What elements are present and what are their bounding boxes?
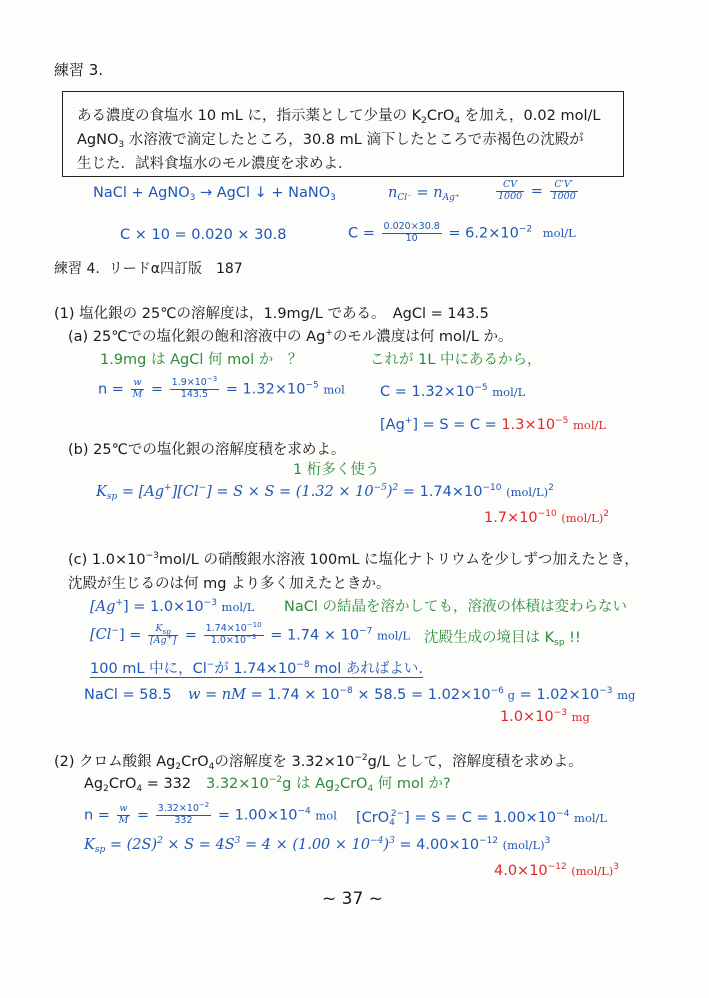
p1-qa: (a) 25℃での塩化銀の飽和溶液中の Ag+のモル濃度は何 mol/L か。 xyxy=(68,328,513,345)
problem-line-3: 生じた．試料食塩水のモル濃度を求めよ． xyxy=(77,156,353,172)
ex3-heading: 練習 3. xyxy=(54,61,104,79)
p1-qc-line2: 沈殿が生じるのは何 mg より多く加えたときか。 xyxy=(68,576,391,592)
page-number: ~ 37 ~ xyxy=(322,889,383,909)
p1c-ag: $[Ag^+] = 1.0\times 10^{-3}$ mol/L xyxy=(90,598,255,615)
p1-conc: $C = 1.32\times 10^{-5}$ mol/L xyxy=(380,383,526,400)
p2-cro4-conc: $[CrO_4^{2-}] = S = C = 1.00\times 10^{-4}$ mol/L xyxy=(356,809,608,828)
p1c-mass-answer: $1.0\times 10^{-3}$ mg xyxy=(500,708,590,725)
p1-mole-calc: n = $\frac{w}{M}$ = $\frac{1.9\times 10^{-3}}{143.5}$ = $1.32\times 10^{-5}$ mol xyxy=(98,375,345,400)
cv-relation: $\frac{CV}{1000}$ = $\frac{C'V'}{1000}$ xyxy=(498,179,576,202)
p2-note: $3.32\times 10^{-2}g$ は $Ag_2CrO_4$ 何 mol か? xyxy=(206,775,451,794)
p1-qb: (b) 25℃での塩化銀の溶解度積を求めよ。 xyxy=(68,442,346,458)
mole-relation: $n_{Cl^-} = n_{Ag^+}$ xyxy=(388,185,460,203)
p1c-cl-calc: [Cl−] = $\frac{K_{sp}}{[Ag^+]}$ = $\frac{1.74\times 10^{-10}}{1.0\times 10^{-3}}$ = $1.74 \times 10^{-7}$ mol/L xyxy=(90,621,410,646)
p1-note-4: NaCl の結晶を溶かしても，溶液の体積は変わらない xyxy=(284,599,627,615)
p2-molar-mass: $Ag_2CrO_4 = 332$ xyxy=(84,776,192,794)
problem-line-2: AgNO$_3$ 水溶液で滴定したところ，30.8 mL 滴下したところで赤褐色の沈殿が xyxy=(77,132,584,150)
ex3-concentration: C = $\frac{0.020\times 30.8}{10}$ = $6.2\times 10^{-2}$ mol/L xyxy=(348,221,576,244)
p1-qc-line1: (c) $1.0\times 10^{-3}mol/L$ の硝酸銀水溶液 100mL に塩化ナトリウムを少しずつ加えたとき， xyxy=(68,551,639,568)
p1-label: (1) 塩化銀の 25℃の溶解度は，1.9mg/L である。 AgCl = 143.5 xyxy=(54,306,489,322)
p1c-mass-calc: w = nM = $1.74 \times 10^{-8} \times 58.5 = 1.02\times 10^{-6}$ $g = 1.02\times 10^{-3}$ mg xyxy=(188,686,636,703)
p1-ksp-calc: $K_{sp} = [Ag^+][Cl^-] = S \times S = (1.32 \times 10^{-5})^2 = 1.74\times 10^{-10}$ $(mol/L)^2$ xyxy=(96,483,554,502)
ex3-calc: C × 10 = 0.020 × 30.8 xyxy=(120,227,287,243)
ex4-heading: 練習 4. リードα四訂版 187 xyxy=(54,261,243,277)
p2-ksp-answer: $4.0\times 10^{-12}$ $(mol/L)^3$ xyxy=(494,862,620,879)
p1-note-3: 1 桁多く使う xyxy=(293,462,380,478)
p1-ksp-answer: $1.7\times 10^{-10}$ $(mol/L)^2$ xyxy=(484,509,610,526)
p1-ag-conc: $[Ag^+] = S = C = 1.3\times 10^{-5}$ mol/L xyxy=(380,416,607,433)
p2-mole-calc: n = $\frac{w}{M}$ = $\frac{3.32\times 10^{-2}}{332}$ = $1.00\times 10^{-4}$ mol xyxy=(84,801,337,826)
p1-note-1: 1.9mg は AgCl 何 mol か ？ xyxy=(100,352,303,368)
reaction-equation: NaCl + AgNO$_3$ → AgCl ↓ + NaNO$_3$ xyxy=(93,185,336,203)
p1-note-2: これが 1L 中にあるから， xyxy=(370,352,542,368)
p2-ksp-calc: $K_{sp} = (2S)^2 \times S = 4S^3 = 4 \times (1.00 \times 10^{-4})^3 = 4.00\times 10^{-12}$ $(mol/L)^3$ xyxy=(84,836,551,855)
p2-label: (2) クロム酸銀 $Ag_2CrO_4$の溶解度を $3.32\times 10^{-2}g/L$ として，溶解度積を求めよ。 xyxy=(54,753,583,772)
p1-note-5: 沈殿生成の境目は $K_{sp}$ !! xyxy=(424,630,581,648)
p1c-required-amount: 100 mL 中に，Cl−が $1.74\times 10^{-8}$ mol あればよい. xyxy=(90,660,423,677)
ex3-problem-box xyxy=(62,91,624,177)
problem-line-1: ある濃度の食塩水 10 mL に，指示薬として少量の $K_2CrO_4$ を加え，0.02 mol/L xyxy=(77,108,601,126)
nacl-molar-mass: NaCl = 58.5 xyxy=(84,687,172,703)
